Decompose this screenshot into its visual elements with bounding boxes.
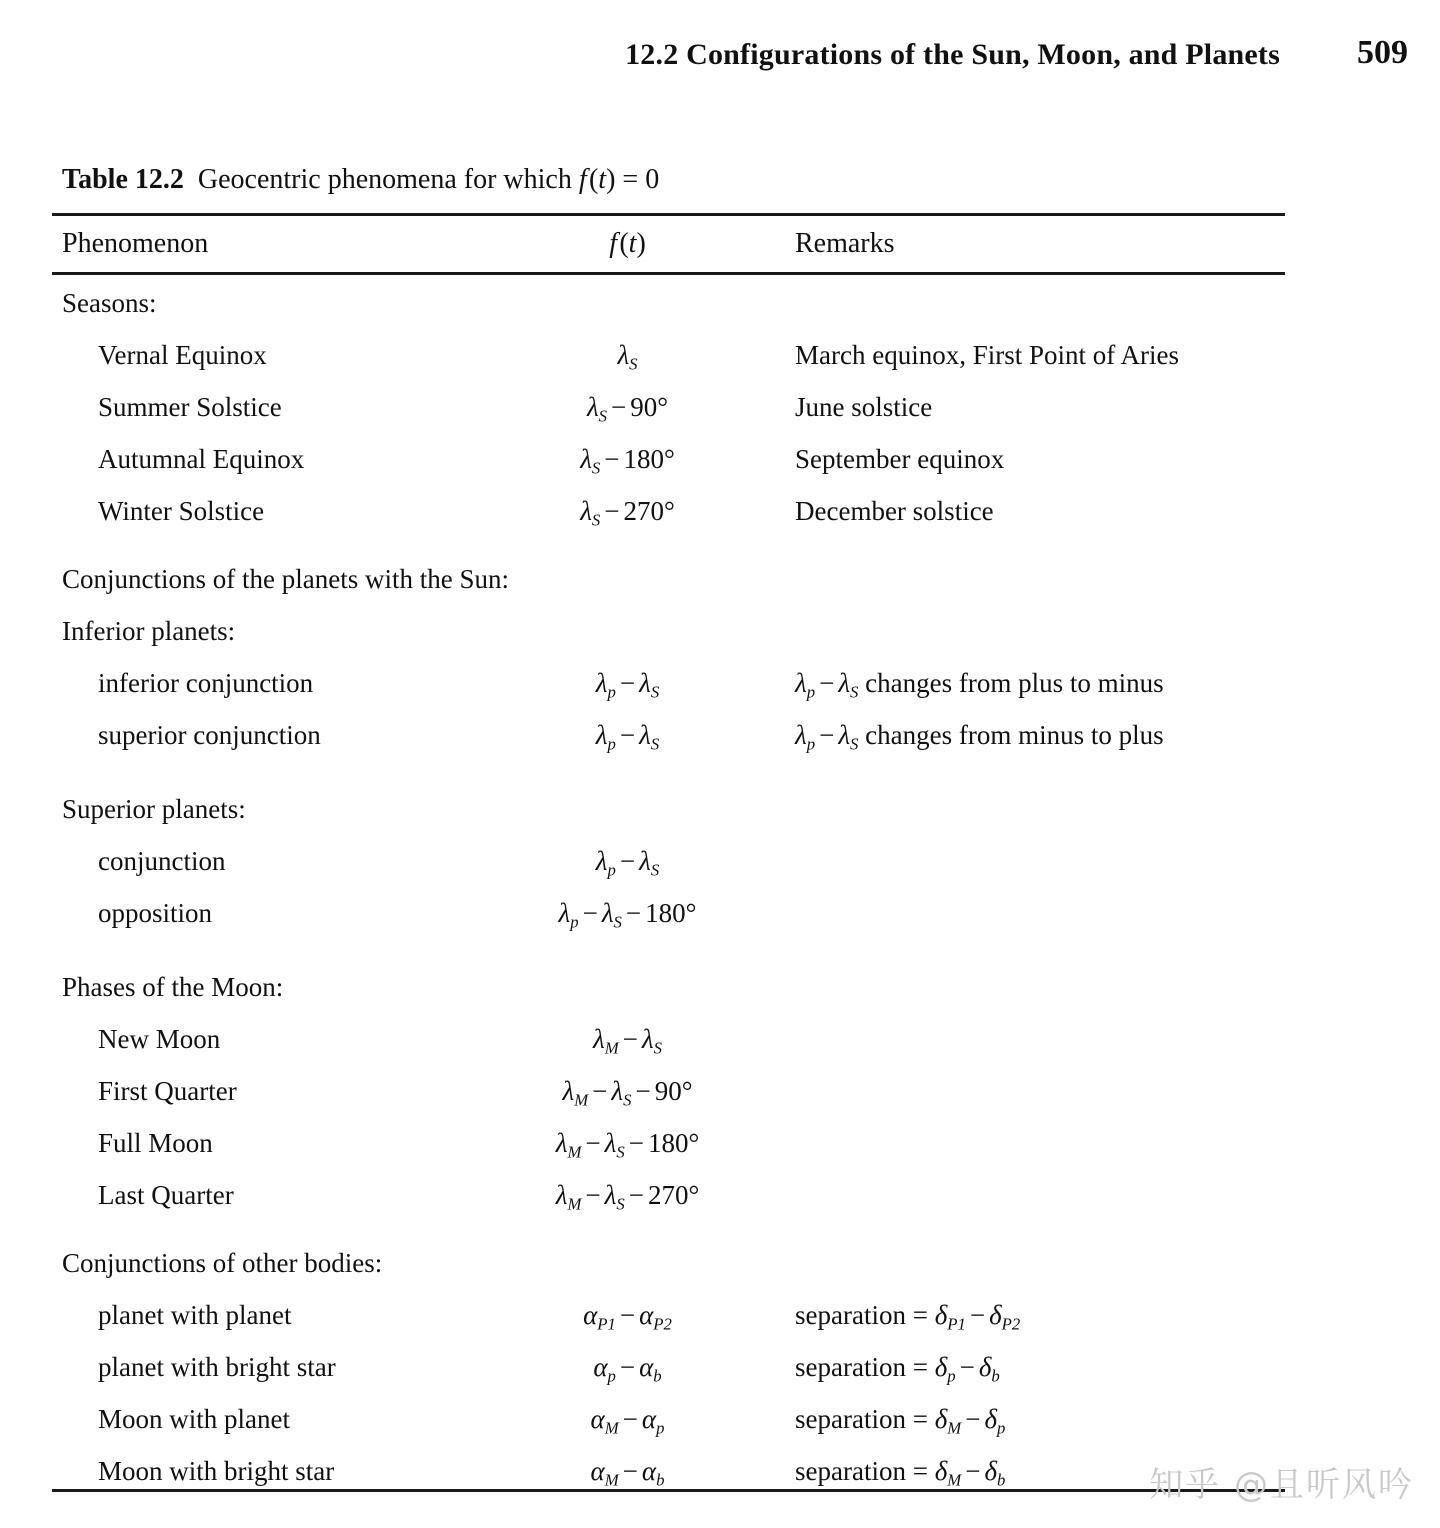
- row-formula: $\lambda_S - 180^\circ$: [580, 444, 675, 478]
- table-row: [0, 668, 1440, 720]
- row-label: First Quarter: [98, 1076, 237, 1106]
- section-heading-other-bodies: [0, 1248, 1440, 1300]
- running-head: [0, 34, 1440, 82]
- row-remark: December solstice: [795, 496, 994, 526]
- row-label: Summer Solstice: [98, 392, 282, 422]
- section-heading-planet-sun-conjunctions: [0, 564, 1440, 616]
- row-label: Winter Solstice: [98, 496, 265, 526]
- column-header-remarks: Remarks: [795, 228, 895, 259]
- row-formula: $\lambda_M - \lambda_S - 270^\circ$: [555, 1180, 700, 1214]
- table-row: [0, 1128, 1440, 1180]
- row-label: Autumnal Equinox: [98, 444, 305, 474]
- spacer: [0, 1232, 1440, 1248]
- row-label: opposition: [98, 898, 213, 928]
- row-label: Moon with planet: [98, 1404, 290, 1434]
- row-label: Vernal Equinox: [98, 340, 267, 370]
- row-remark: September equinox: [795, 444, 1005, 474]
- zhihu-watermark: 知乎 @且听风吟: [1149, 1465, 1414, 1505]
- table-row: [0, 444, 1440, 496]
- spacer: [0, 548, 1440, 564]
- row-remark: $\lambda_p - \lambda_S$ changes from minus to plus: [795, 720, 1164, 754]
- row-formula: $\lambda_p - \lambda_S$: [595, 846, 660, 880]
- table-caption-label: Table 12.2: [62, 164, 184, 195]
- table-row: [0, 1180, 1440, 1232]
- row-formula: $\lambda_p - \lambda_S$: [595, 668, 660, 702]
- row-formula: $\lambda_S - 270^\circ$: [580, 496, 675, 530]
- running-head-title: 12.2 Configurations of the Sun, Moon, and Planets: [625, 38, 1280, 71]
- table-row: [0, 846, 1440, 898]
- table-12-2: [0, 228, 1440, 1508]
- row-formula: $\lambda_M - \lambda_S$: [593, 1024, 662, 1058]
- section-heading-inferior-planets: [0, 616, 1440, 668]
- section-heading-seasons: [0, 288, 1440, 340]
- row-remark: separation = $\delta_{P1} - \delta_{P2}$: [795, 1300, 1021, 1334]
- row-formula: $\lambda_S$: [617, 340, 638, 374]
- section-heading-label: Phases of the Moon:: [62, 972, 284, 1002]
- row-label: planet with bright star: [98, 1352, 336, 1382]
- spacer: [0, 950, 1440, 972]
- table-row: [0, 392, 1440, 444]
- spacer: [0, 772, 1440, 794]
- row-label: Last Quarter: [98, 1180, 234, 1210]
- column-header-phenomenon: Phenomenon: [62, 228, 209, 259]
- table-caption-text: Geocentric phenomena for which f (t) = 0: [197, 164, 660, 195]
- row-remark: separation = $\delta_p - \delta_b$: [795, 1352, 1000, 1386]
- table-rule-top: [52, 213, 1285, 216]
- row-label: inferior conjunction: [98, 668, 314, 698]
- section-heading-superior-planets: [0, 794, 1440, 846]
- row-formula: $\lambda_p - \lambda_S$: [595, 720, 660, 754]
- table-row: [0, 720, 1440, 772]
- row-remark: separation = $\delta_M - \delta_p$: [795, 1404, 1006, 1438]
- section-heading-label: Conjunctions of the planets with the Sun:: [62, 564, 509, 594]
- row-formula: $\alpha_p - \alpha_b$: [593, 1352, 662, 1386]
- row-formula: $\alpha_{P1} - \alpha_{P2}$: [583, 1300, 672, 1334]
- section-heading-label: Seasons:: [62, 288, 157, 318]
- row-formula: $\alpha_M - \alpha_p$: [590, 1404, 665, 1438]
- row-remark: separation = $\delta_M - \delta_b$: [795, 1456, 1006, 1490]
- table-row: [0, 1352, 1440, 1404]
- table-row: [0, 898, 1440, 950]
- page-number: 509: [1357, 34, 1408, 71]
- column-header-function: f (t): [609, 228, 646, 259]
- spacer: [0, 272, 1440, 288]
- section-heading-label: Inferior planets:: [62, 616, 236, 646]
- row-formula: $\lambda_S - 90^\circ$: [586, 392, 669, 426]
- table-row: [0, 340, 1440, 392]
- row-formula: $\lambda_M - \lambda_S - 180^\circ$: [555, 1128, 700, 1162]
- row-formula: $\lambda_p - \lambda_S - 180^\circ$: [558, 898, 697, 932]
- row-label: Moon with bright star: [98, 1456, 335, 1486]
- table-caption: [62, 164, 659, 196]
- row-label: conjunction: [98, 846, 226, 876]
- row-remark: $\lambda_p - \lambda_S$ changes from plus to minus: [795, 668, 1164, 702]
- table-row: [0, 496, 1440, 548]
- row-formula: $\lambda_M - \lambda_S - 90^\circ$: [562, 1076, 693, 1110]
- section-heading-label: Superior planets:: [62, 794, 246, 824]
- row-remark: March equinox, First Point of Aries: [795, 340, 1179, 370]
- row-label: Full Moon: [98, 1128, 213, 1158]
- row-label: superior conjunction: [98, 720, 321, 750]
- table-header-row: [0, 228, 1440, 272]
- section-heading-label: Conjunctions of other bodies:: [62, 1248, 383, 1278]
- row-formula: $\alpha_M - \alpha_b$: [590, 1456, 665, 1490]
- section-heading-moon-phases: [0, 972, 1440, 1024]
- row-label: planet with planet: [98, 1300, 292, 1330]
- row-remark: June solstice: [795, 392, 933, 422]
- table-row: [0, 1024, 1440, 1076]
- table-row: [0, 1076, 1440, 1128]
- row-label: New Moon: [98, 1024, 221, 1054]
- table-row: [0, 1404, 1440, 1456]
- table-row: [0, 1300, 1440, 1352]
